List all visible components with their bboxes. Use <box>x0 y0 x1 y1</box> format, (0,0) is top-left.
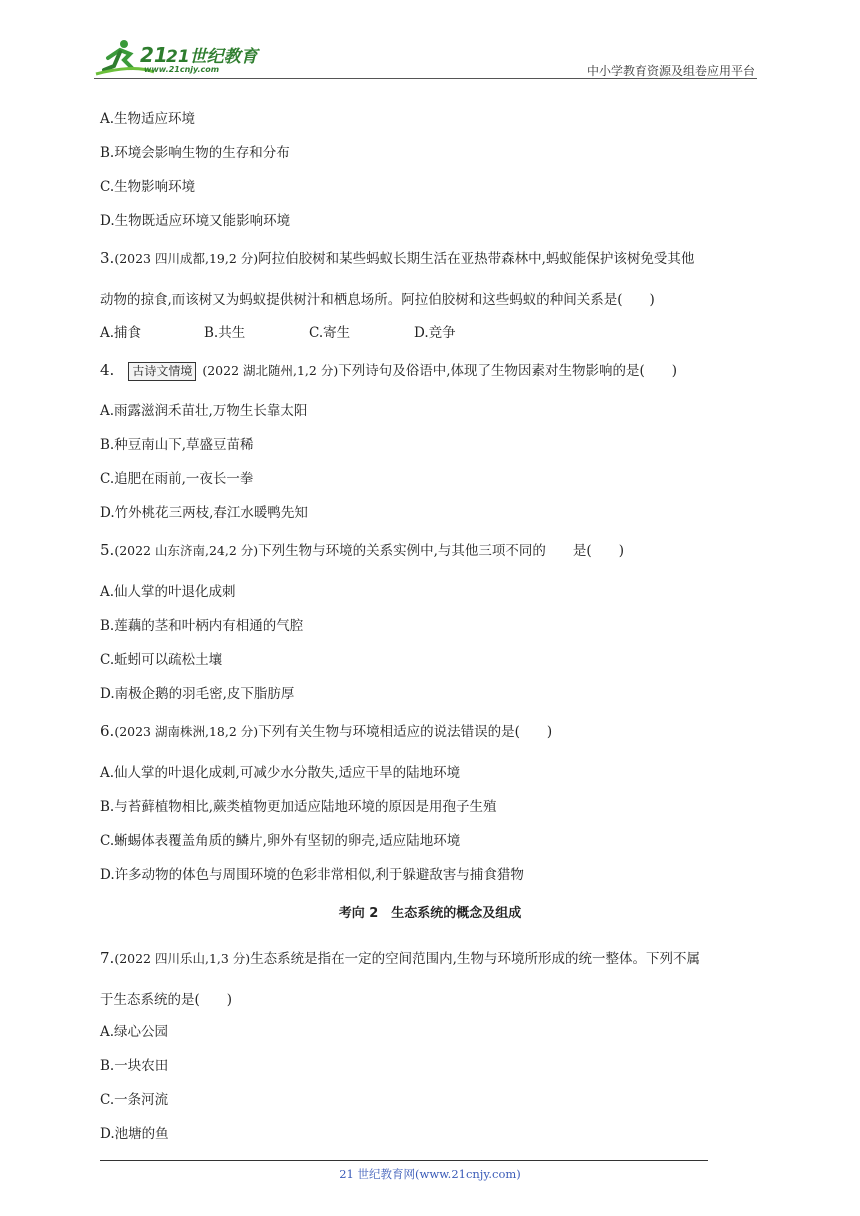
q5-source: (2022 山东济南,24,2 分) <box>114 543 259 558</box>
q4-source: (2022 湖北随州,1,2 分) <box>202 363 339 378</box>
q7-option-c: C.一条河流 <box>100 1092 169 1108</box>
q5-text: 下列生物与环境的关系实例中,与其他三项不同的 是( ) <box>258 543 624 559</box>
q3-stem-line1 <box>100 247 694 267</box>
q7-source: (2022 四川乐山,1,3 分) <box>114 951 251 966</box>
q2-option-b: B.环境会影响生物的生存和分布 <box>100 145 290 161</box>
header-platform-text: 中小学教育资源及组卷应用平台 <box>586 64 755 78</box>
q6-source: (2023 湖南株洲,18,2 分) <box>114 724 259 739</box>
q7-option-a: A.绿心公园 <box>100 1024 169 1040</box>
q6-text: 下列有关生物与环境相适应的说法错误的是( ) <box>258 724 553 740</box>
q3-stem-line2: 动物的掠食,而该树又为蚂蚁提供树汁和栖息场所。阿拉伯胶树和这些蚂蚁的种间关系是( ) <box>100 292 655 308</box>
q3-option-a: A.捕食 <box>100 325 142 341</box>
q2-option-a: A.生物适应环境 <box>100 111 196 127</box>
context-tag: 古诗文情境 <box>128 362 196 381</box>
q4-option-d: D.竹外桃花三两枝,春江水暖鸭先知 <box>100 505 308 521</box>
q6-stem <box>100 720 552 740</box>
q4-stem <box>100 359 677 381</box>
q3-option-d: D.竞争 <box>414 325 456 341</box>
logo-url: www.21cnjy.com <box>144 65 220 74</box>
q7-number: 7. <box>100 949 115 967</box>
q3-option-b: B.共生 <box>204 325 246 341</box>
q6-option-c: C.蜥蜴体表覆盖角质的鳞片,卵外有坚韧的卵壳,适应陆地环境 <box>100 833 461 849</box>
q6-option-b: B.与苔藓植物相比,蕨类植物更加适应陆地环境的原因是用孢子生殖 <box>100 799 497 815</box>
footer-link[interactable]: 21 世纪教育网(www.21cnjy.com) <box>339 1167 521 1181</box>
q3-option-c: C.寄生 <box>309 325 351 341</box>
q5-option-a: A.仙人掌的叶退化成刺 <box>100 584 236 600</box>
q3-source: (2023 四川成都,19,2 分) <box>114 251 259 266</box>
section-title: 考向 2 生态系统的概念及组成 <box>338 906 522 921</box>
q5-option-d: D.南极企鹅的羽毛密,皮下脂肪厚 <box>100 686 295 702</box>
svg-text:21: 21 <box>140 43 168 67</box>
q3-number: 3. <box>100 249 115 267</box>
q4-option-b: B.种豆南山下,草盛豆苗稀 <box>100 437 254 453</box>
q5-option-c: C.蚯蚓可以疏松土壤 <box>100 652 223 668</box>
q6-number: 6. <box>100 722 115 740</box>
logo-title: 21世纪教育 <box>166 47 258 67</box>
q4-number: 4. <box>100 361 115 379</box>
q5-option-b: B.莲藕的茎和叶柄内有相通的气腔 <box>100 618 304 634</box>
q7-stem-line1 <box>100 947 700 967</box>
q4-option-c: C.追肥在雨前,一夜长一拳 <box>100 471 254 487</box>
q6-option-a: A.仙人掌的叶退化成刺,可减少水分散失,适应干旱的陆地环境 <box>100 765 461 781</box>
q2-option-c: C.生物影响环境 <box>100 179 196 195</box>
q3-options <box>100 321 456 341</box>
footer-divider <box>100 1160 708 1161</box>
header-divider <box>94 78 757 79</box>
q7-stem-line2: 于生态系统的是( ) <box>100 992 233 1008</box>
q4-text: 下列诗句及俗语中,体现了生物因素对生物影响的是( ) <box>338 363 678 379</box>
q5-number: 5. <box>100 541 115 559</box>
q4-option-a: A.雨露滋润禾苗壮,万物生长靠太阳 <box>100 403 308 419</box>
q7-option-b: B.一块农田 <box>100 1058 169 1074</box>
logo <box>94 38 264 78</box>
q5-stem <box>100 539 624 559</box>
q2-option-d: D.生物既适应环境又能影响环境 <box>100 213 291 229</box>
q6-option-d: D.许多动物的体色与周围环境的色彩非常相似,利于躲避敌害与捕食猎物 <box>100 867 524 883</box>
q7-text: 生态系统是指在一定的空间范围内,生物与环境所形成的统一整体。下列不属 <box>250 951 700 967</box>
q3-text: 阿拉伯胶树和某些蚂蚁长期生活在亚热带森林中,蚂蚁能保护该树免受其他 <box>258 251 695 267</box>
q7-option-d: D.池塘的鱼 <box>100 1126 169 1142</box>
